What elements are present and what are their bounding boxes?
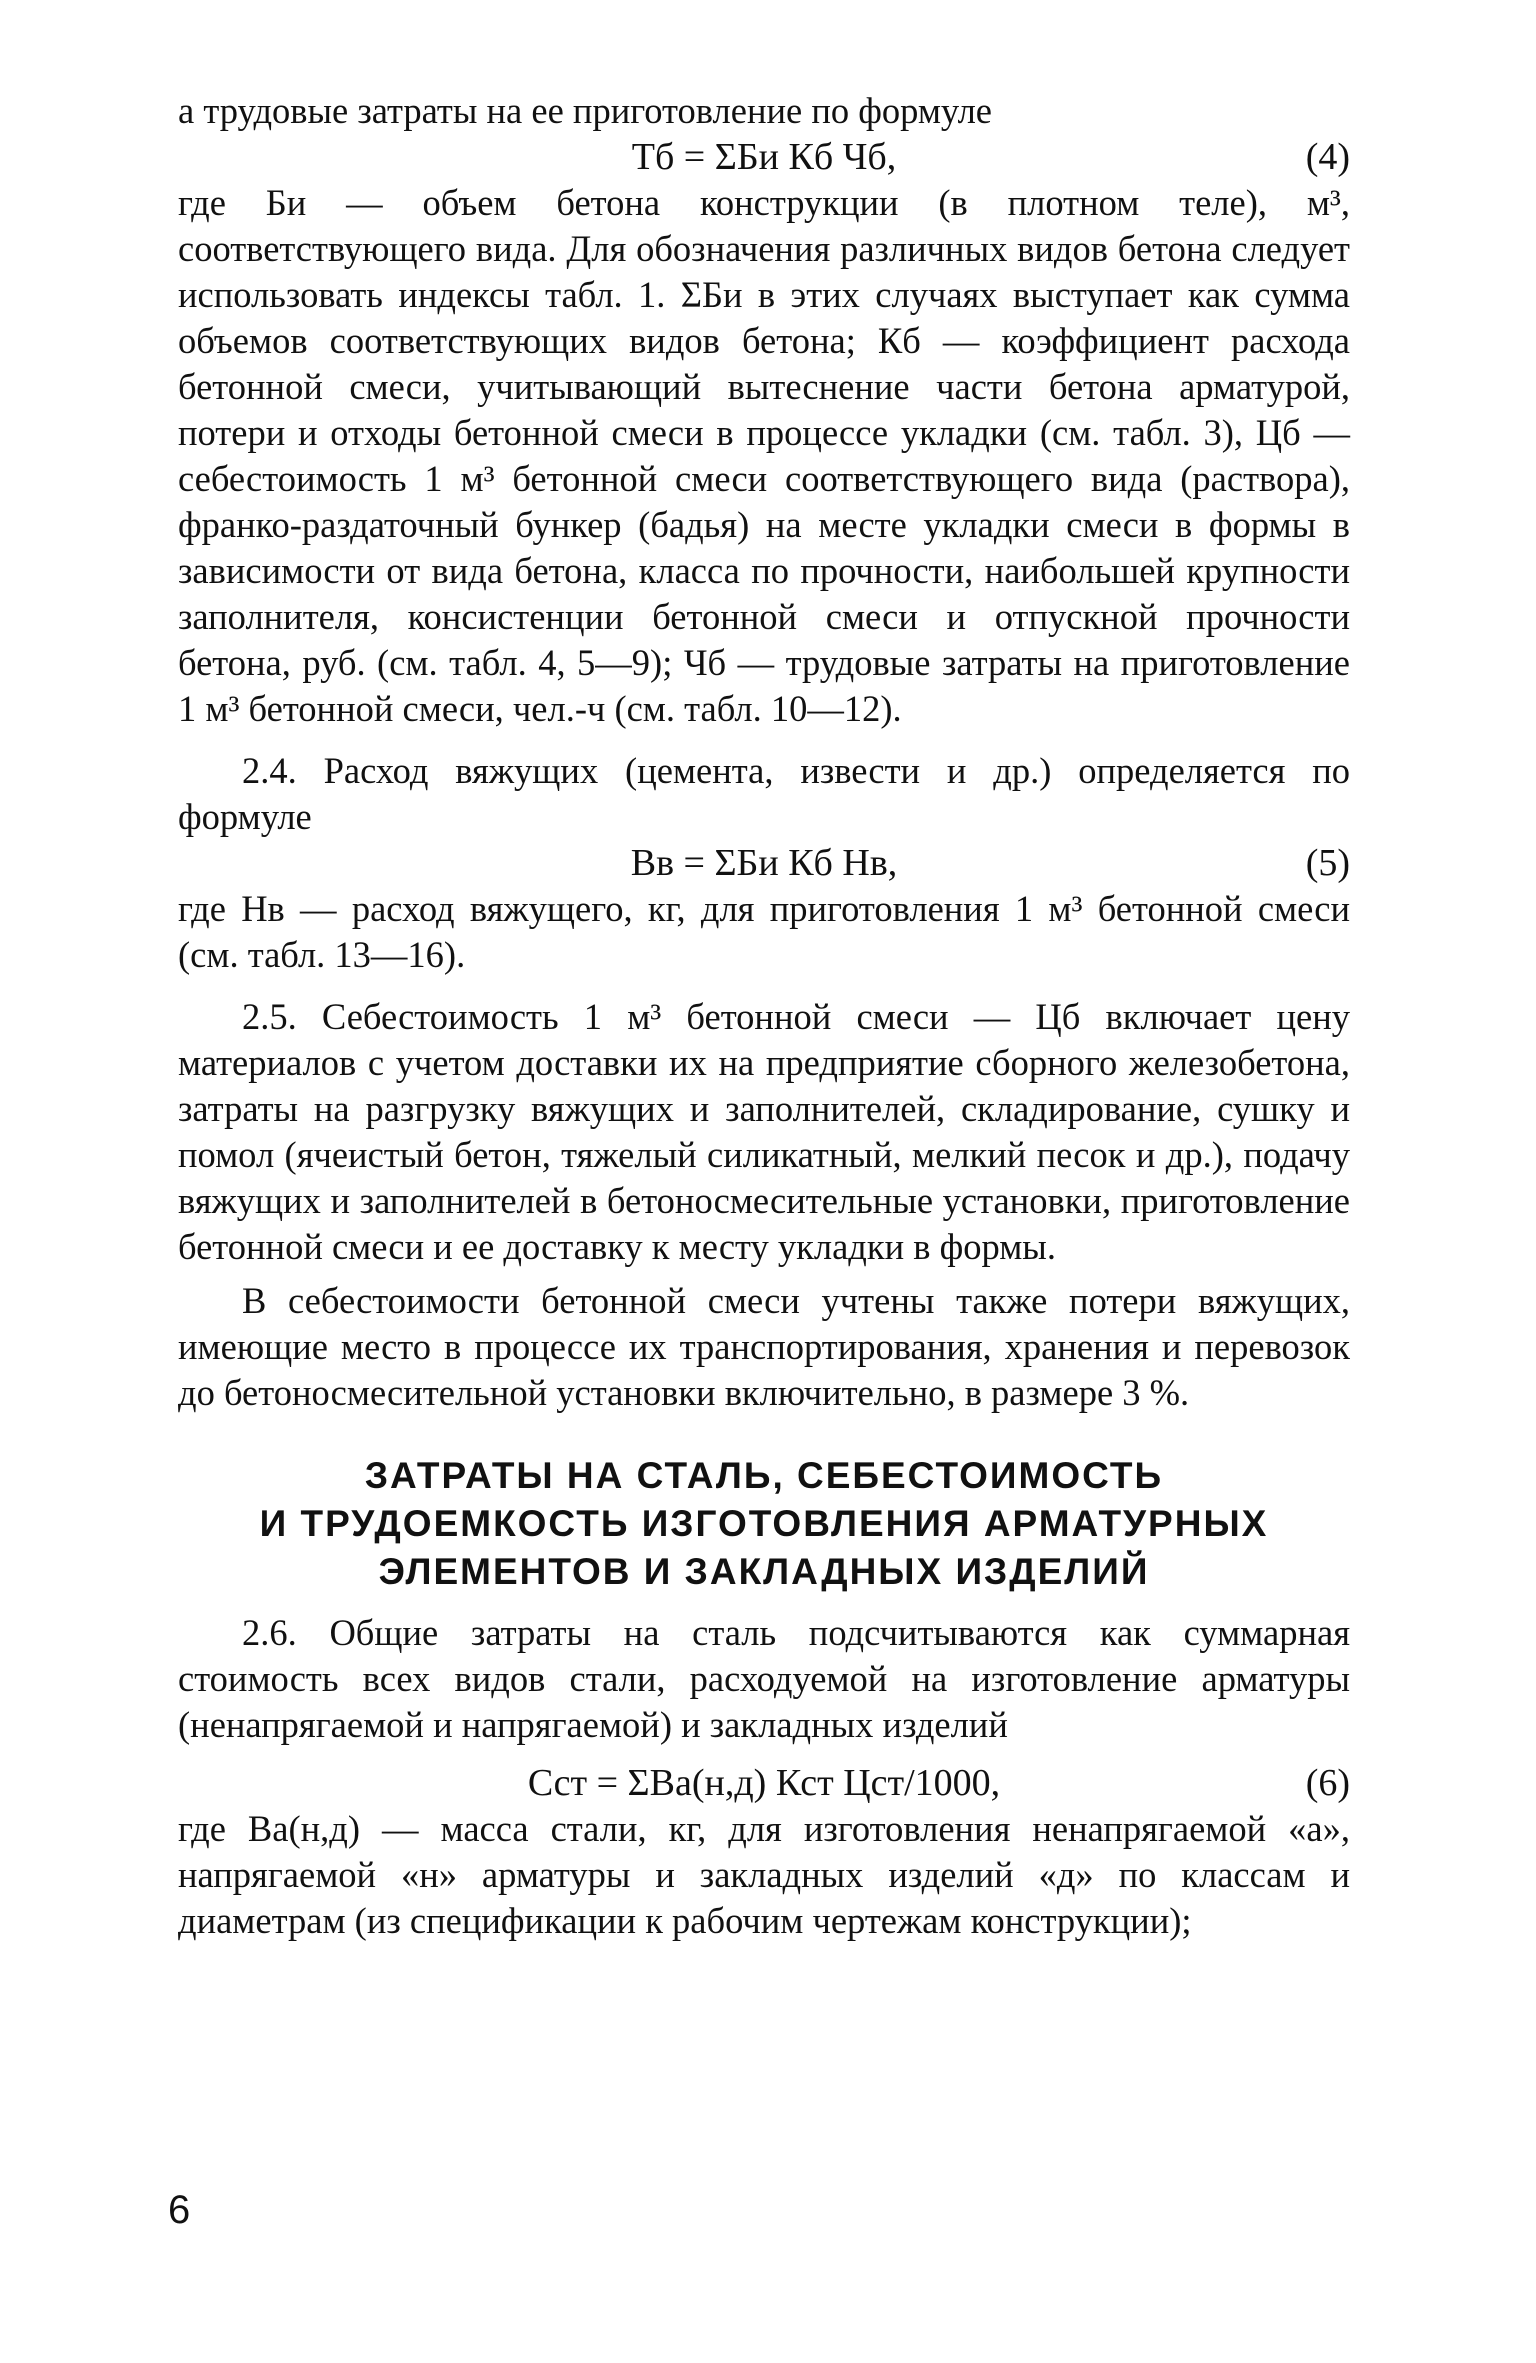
paragraph-where-6: где Ва(н,д) — масса стали, кг, для изготовления ненапрягаемой «а», напрягаемой «н» арматуры и закладных изделий «д» по классам и диаметрам (из спецификации к рабочим чертежам конструкции); xyxy=(178,1808,1350,1941)
formula-5-expression: Вв = ΣБи Кб Нв, xyxy=(630,842,898,884)
formula-6-number: (6) xyxy=(1305,1762,1350,1804)
formula-4-expression: Тб = ΣБи Кб Чб, xyxy=(631,136,897,178)
formula-5-number: (5) xyxy=(1305,842,1350,884)
section-heading-line-2: И ТРУДОЕМКОСТЬ ИЗГОТОВЛЕНИЯ АРМАТУРНЫХ xyxy=(259,1503,1269,1544)
section-heading-line-1: ЗАТРАТЫ НА СТАЛЬ, СЕБЕСТОИМОСТЬ xyxy=(364,1455,1164,1496)
paragraph-2-4: 2.4. Расход вяжущих (цемента, извести и др.) определяется по формуле xyxy=(178,750,1350,837)
formula-4 xyxy=(178,134,1350,180)
paragraph-2-6: 2.6. Общие затраты на сталь подсчитываются как суммарная стоимость всех видов стали, расходуемой на изготовление арматуры (ненапрягаемой и напрягаемой) и закладных изделий xyxy=(178,1612,1350,1745)
formula-4-number: (4) xyxy=(1305,136,1350,178)
paragraph-losses: В себестоимости бетонной смеси учтены также потери вяжущих, имеющие место в процессе их транспортирования, хранения и перевозок до бетоносмесительной установки включительно, в размере 3 %. xyxy=(178,1280,1350,1413)
paragraph-2-5: 2.5. Себестоимость 1 м³ бетонной смеси — Цб включает цену материалов с учетом доставки их на предприятие сборного железобетона, затраты на разгрузку вяжущих и заполнителей, складирование, сушку и помол (ячеистый бетон, тяжелый силикатный, мелкий песок и др.), подачу вяжущих и заполнителей в бетоносмесительные установки, приготовление бетонной смеси и ее доставку к месту укладки в формы. xyxy=(178,996,1350,1267)
section-heading-line-3: ЭЛЕМЕНТОВ И ЗАКЛАДНЫХ ИЗДЕЛИЙ xyxy=(378,1551,1150,1592)
formula-6 xyxy=(178,1760,1350,1806)
formula-6-expression: Сст = ΣВа(н,д) Кст Цст/1000, xyxy=(527,1762,1001,1804)
formula-5 xyxy=(178,840,1350,886)
paragraph-where-5: где Нв — расход вяжущего, кг, для приготовления 1 м³ бетонной смеси (см. табл. 13—16). xyxy=(178,888,1350,975)
section-heading xyxy=(178,1452,1350,1596)
page-number: 6 xyxy=(168,2188,191,2232)
text-column xyxy=(178,88,1350,1944)
paragraph-where-4: где Би — объем бетона конструкции (в плотном теле), м³, соответствующего вида. Для обозначения различных видов бетона следует использовать индексы табл. 1. ΣБи в этих случаях выступает как сумма объемов соответствующих видов бетона; Кб — коэффициент расхода бетонной смеси, учитывающий вытеснение части бетона арматурой, потери и отходы бетонной смеси в процессе укладки (см. табл. 3), Цб — себестоимость 1 м³ бетонной смеси соответствующего вида (раствора), франко-раздаточный бункер (бадья) на месте укладки смеси в формы в зависимости от вида бетона, класса по прочности, наибольшей крупности заполнителя, консистенции бетонной смеси и отпускной прочности бетона, руб. (см. табл. 4, 5—9); Чб — трудовые затраты на приготовление 1 м³ бетонной смеси, чел.-ч (см. табл. 10—12). xyxy=(178,182,1350,729)
paragraph-intro: а трудовые затраты на ее приготовление по формуле xyxy=(178,90,992,131)
